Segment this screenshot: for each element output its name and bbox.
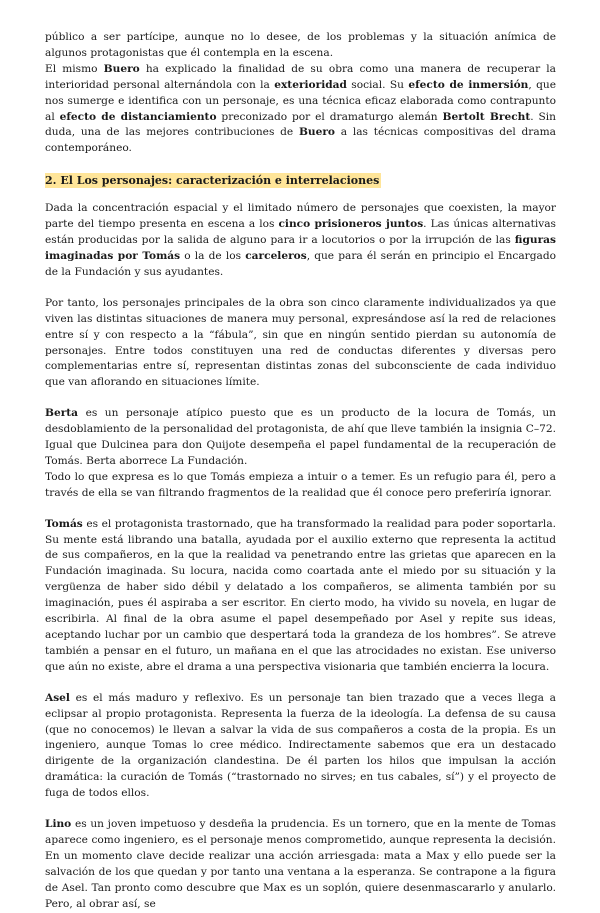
intro-paragraph-2: El mismo Buero ha explicado la finalidad de su obra como una manera de recuperar la interioridad personal alternándola con la exterioridad social. Su efecto de inmersión, que nos sumerge e identifica con un personaje, es una técnica eficaz elaborada como contrapunto al efecto de distanciamiento preconizado por el dramaturgo alemán Bertolt Brecht. Sin duda, una de las mejores contribuciones de Buero a las técnicas compositivas del drama contemporáneo. bbox=[45, 62, 557, 155]
paragraph-tomas: Tomás es el protagonista trastornado, que ha transformado la realidad para poder soportarla. Su mente está librando una batalla, ayudada por el auxilio externo que representa la actitud de sus compañeros, en la que la realidad va penetrando entre las grietas que aparecen en la Fundación imaginada. Su locura, nacida como coartada ante el miedo por su situación y la vergüenza de haber sido débil y delatado a los compañeros, se alimenta también por su imaginación, pues él aspiraba a ser escritor. En cierto modo, ha vivido su novela, en lugar de escribirla. Al final de la obra asume el papel desempeñado por Asel y repite sus ideas, aceptando luchar por un cambio que despertará toda la grandeza de los hombres”. Se atreve también a pensar en el futuro, un mañana en el que las atrocidades no existan. Ese universo que aún no existe, abre el drama a una perspectiva visionaria que también encierra la locura. bbox=[45, 517, 556, 673]
paragraph-berta-2: Todo lo que expresa es lo que Tomás empieza a intuir o a temer. Es un refugio para él, pero a través de ella se van filtrando fragmentos de la realidad que él conoce pero preferiría ignorar. bbox=[45, 470, 556, 499]
intro-paragraph-1: público a ser partícipe, aunque no lo desee, de los problemas y la situación anímica de algunos protagonistas que él contempla en la escena. bbox=[45, 31, 556, 59]
paragraph-asel: Asel es el más maduro y reflexivo. Es un personaje tan bien trazado que a veces llega a eclipsar al propio protagonista. Representa la fuerza de la ideología. La defensa de su causa (que no conocemos) le llevan a salvar la vida de sus compañeros a costa de la propia. Es un ingeniero, aunque Tomas lo cree médico. Indirectamente sabemos que era un destacado dirigente de la organización clandestina. De él parten los hilos que impulsan la acción dramática: la curación de Tomás (“trastornado no sirves; en tus cabales, sí”) y el proyecto de fuga de todos ellos. bbox=[45, 691, 556, 800]
paragraph-por-tanto: Por tanto, los personajes principales de la obra son cinco claramente individualizados ya que viven las distintas situaciones de manera muy personal, expresándose así la red de relaciones entre sí y con respecto a la “fábula”, sin que en ningún sentido pierdan su autonomía de personajes. Entre todos constituyen una red de conductas diferentes y diversas pero complementarias entre sí, representan distintas zonas del subconsciente de cada individuo que van aflorando en situaciones límite. bbox=[45, 296, 556, 389]
paragraph-lino: Lino es un joven impetuoso y desdeña la prudencia. Es un tornero, que en la mente de Tomas aparece como ingeniero, es el personaje menos comprometido, aunque representa la decisión. En un momento clave decide realizar una acción arriesgada: mata a Max y ello puede ser la salvación de los que quedan y por tanto una ventana a la esperanza. Se contrapone a la figura de Asel. Tan pronto como descubre que Max es un soplón, quiere desenmascararlo y anularlo. Pero, al obrar así, se bbox=[45, 818, 556, 910]
section-heading: 2. El Los personajes: caracterización e interrelaciones bbox=[45, 174, 380, 188]
paragraph-concentracion: Dada la concentración espacial y el limitado número de personajes que coexisten, la mayor parte del tiempo presenta en escena a los cinco prisioneros juntos. Las únicas alternativas están producidas por la salida de alguno para ir a locutorios o por la irrupción de las figuras imaginadas por Tomás o la de los carceleros, que para él serán en principio el Encargado de la Fundación y sus ayudantes. bbox=[45, 202, 556, 278]
character-name-lino: Lino bbox=[45, 818, 72, 831]
character-name-berta: Berta bbox=[45, 407, 79, 420]
character-name-tomas: Tomás bbox=[45, 517, 83, 530]
paragraph-berta: Berta es un personaje atípico puesto que es un producto de la locura de Tomás, un desdoblamiento de la personalidad del protagonista, de ahí que lleve también la insignia C–72. Igual que Dulcinea para don Quijote desempeña el papel fundamental de la recuperación de Tomás. Berta aborrece La Fundación. bbox=[45, 407, 556, 467]
character-name-asel: Asel bbox=[45, 691, 70, 704]
